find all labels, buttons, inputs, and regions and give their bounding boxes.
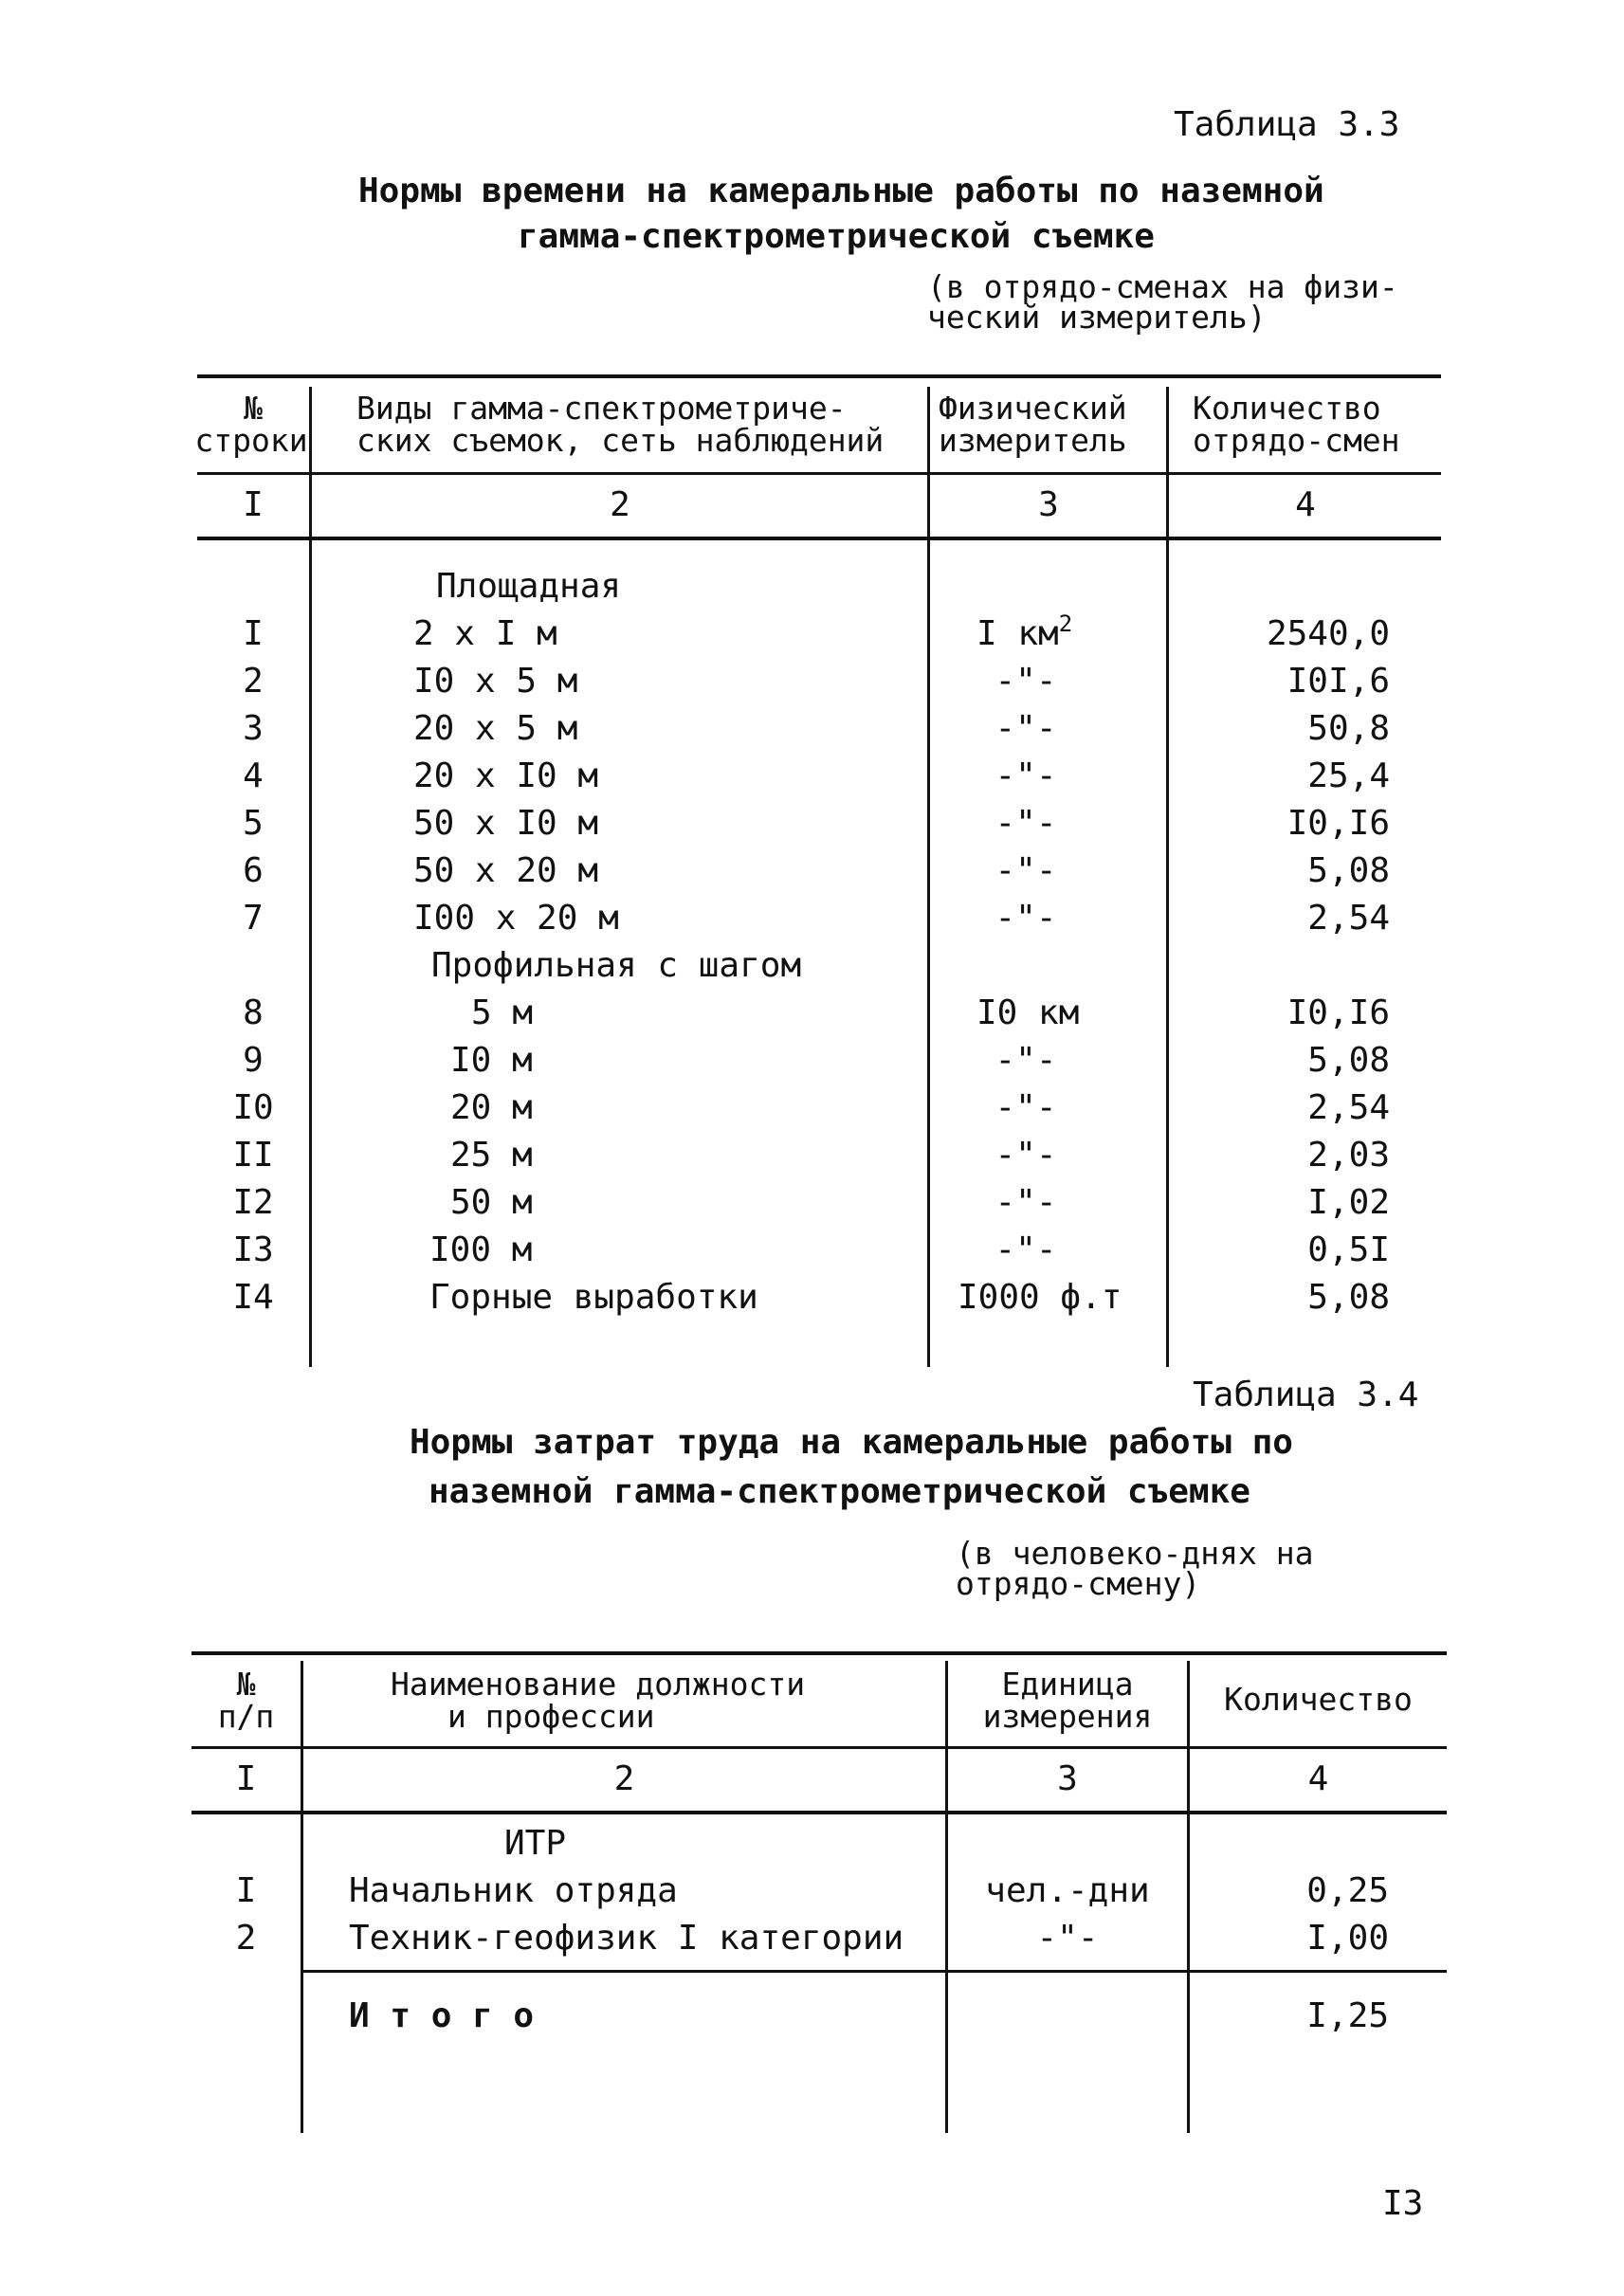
table-3-3-header-type-line2: ских съемок, сеть наблюдений (356, 422, 885, 459)
row-qty: I0,I6 (1286, 804, 1390, 843)
row-unit: -"- (994, 1183, 1057, 1222)
row-survey: Горные выработки (429, 1278, 758, 1317)
row-survey: I00 м (429, 1230, 533, 1269)
table-3-3-section-profile: Профильная с шагом (431, 946, 802, 985)
page-number: I3 (1382, 2184, 1424, 2223)
table-3-3-header-unit-line1: Физический (939, 390, 1127, 427)
row-survey: 50 м (450, 1183, 533, 1222)
table-3-3-col-divider-2 (927, 387, 930, 1367)
row-survey: 5 м (471, 993, 534, 1032)
table-3-3-header-num-line1: № (244, 390, 263, 427)
table-3-4-top-rule (192, 1651, 1447, 1655)
row-unit: -"- (994, 1230, 1057, 1269)
row-qty: 2540,0 (1266, 614, 1390, 653)
table-3-3-units-line2: ческий измеритель) (927, 299, 1267, 336)
table-3-4-colnum-4: 4 (1307, 1759, 1329, 1798)
row-survey: 20 x 5 м (413, 709, 578, 748)
table-3-4-header-num-line1: № (236, 1666, 256, 1703)
row-number: I0 (232, 1088, 274, 1127)
row-number: 4 (243, 756, 264, 795)
table-3-4-total-rule (303, 1970, 1447, 1973)
table-3-4-header-num-line2: п/п (217, 1698, 275, 1735)
row-qty: 0,5I (1307, 1230, 1390, 1269)
row-survey: 20 x I0 м (413, 756, 599, 795)
row-survey: 20 м (450, 1088, 533, 1127)
row-number: 2 (235, 1919, 257, 1958)
row-number: I (243, 614, 264, 653)
row-number: 6 (243, 851, 264, 890)
table-3-3-header-qty-line2: отрядо-смен (1193, 422, 1400, 459)
table-3-3-label: Таблица 3.3 (1174, 105, 1400, 144)
table-3-3-section-area: Площадная (436, 567, 622, 606)
row-survey: I0 м (450, 1041, 533, 1080)
row-number: I (235, 1871, 257, 1910)
table-3-3-colnum-2: 2 (610, 485, 630, 524)
table-3-4-header-unit-line1: Единица (1001, 1666, 1134, 1703)
table-3-4-colnum-1: I (235, 1759, 257, 1798)
table-3-3-col-divider-3 (1166, 387, 1169, 1367)
table-3-3-colnum-4: 4 (1295, 485, 1316, 524)
row-qty: I0,I6 (1286, 993, 1390, 1032)
row-unit: -"- (994, 662, 1057, 701)
table-3-4-label: Таблица 3.4 (1193, 1376, 1419, 1414)
row-unit: -"- (994, 804, 1057, 843)
table-3-4-header-name-line1: Наименование должности (391, 1666, 806, 1703)
table-3-4-colnum-3: 3 (1057, 1759, 1078, 1798)
row-survey: 50 x I0 м (413, 804, 599, 843)
table-3-3-title-line2: гамма-спектрометрической съемке (518, 217, 1155, 256)
row-survey: 2 x I м (413, 614, 557, 653)
table-3-3-colnum-3: 3 (1038, 485, 1059, 524)
table-3-3-col-divider-1 (309, 387, 312, 1367)
table-3-4-col-divider-1 (301, 1661, 303, 2133)
row-number: I4 (232, 1278, 274, 1317)
row-number: 2 (243, 662, 264, 701)
row-position: Начальник отряда (349, 1871, 678, 1910)
row-survey: I00 x 20 м (413, 899, 619, 938)
table-3-4-title-line1: Нормы затрат труда на камеральные работы по (410, 1423, 1293, 1462)
row-qty: I,00 (1306, 1919, 1389, 1958)
table-3-4-header-qty: Количество (1224, 1681, 1413, 1718)
row-qty: 2,54 (1307, 1088, 1390, 1127)
table-3-3-colnum-1: I (243, 485, 264, 524)
row-number: I3 (232, 1230, 274, 1269)
table-3-3-header-num-line2: строки (194, 422, 308, 459)
row-unit: I000 ф.т (958, 1278, 1122, 1317)
row-unit: -"- (994, 899, 1057, 938)
table-3-3-top-rule (197, 374, 1441, 378)
table-3-3-units-line1: (в отрядо-сменах на физи- (927, 268, 1398, 305)
table-3-4-header-unit-line2: измерения (982, 1698, 1153, 1735)
row-qty: 50,8 (1307, 709, 1390, 748)
row-qty: I,02 (1307, 1183, 1390, 1222)
row-survey: 50 x 20 м (413, 851, 599, 890)
row-unit: чел.-дни (985, 1871, 1150, 1910)
row-unit: I0 км (976, 993, 1080, 1032)
table-3-4-units-line2: отрядо-смену) (956, 1565, 1201, 1602)
total-qty: I,25 (1306, 1996, 1389, 2035)
row-qty: 2,03 (1307, 1136, 1390, 1175)
table-3-4-title-line2: наземной гамма-спектрометрической съемке (429, 1472, 1250, 1511)
row-qty: 25,4 (1307, 756, 1390, 795)
row-qty: I0I,6 (1286, 662, 1390, 701)
table-3-4-section-itr: ИТР (504, 1824, 567, 1863)
row-number: 9 (243, 1041, 264, 1080)
table-3-3-numbers-rule (197, 537, 1441, 540)
row-qty: 5,08 (1307, 851, 1390, 890)
table-3-3-header-rule (197, 472, 1441, 475)
table-3-3-header-type-line1: Виды гамма-спектрометриче- (356, 390, 847, 427)
table-3-4-units-line1: (в человеко-днях на (956, 1535, 1314, 1572)
row-unit: -"- (994, 1088, 1057, 1127)
table-3-3-header-unit-line2: измеритель (939, 422, 1127, 459)
table-3-4-numbers-rule (192, 1811, 1447, 1814)
table-3-4-header-rule (192, 1746, 1447, 1749)
row-unit: -"- (994, 756, 1057, 795)
row-number: 3 (243, 709, 264, 748)
row-number: I2 (232, 1183, 274, 1222)
row-unit: -"- (994, 1041, 1057, 1080)
row-number: II (232, 1136, 274, 1175)
table-3-4-header-name-line2: и профессии (447, 1698, 655, 1735)
total-label: И т о г о (349, 1996, 535, 2035)
row-unit: -"- (994, 1136, 1057, 1175)
row-qty: 2,54 (1307, 899, 1390, 938)
row-qty: 0,25 (1306, 1871, 1389, 1910)
row-unit: -"- (994, 709, 1057, 748)
row-position: Техник-геофизик I категории (349, 1919, 904, 1958)
row-qty: 5,08 (1307, 1278, 1390, 1317)
row-unit: -"- (1036, 1919, 1099, 1958)
row-survey: I0 x 5 м (413, 662, 578, 701)
row-qty: 5,08 (1307, 1041, 1390, 1080)
row-unit: I $км^2$ (976, 610, 1073, 653)
row-survey: 25 м (450, 1136, 533, 1175)
table-3-3-header-qty-line1: Количество (1193, 390, 1381, 427)
row-unit: -"- (994, 851, 1057, 890)
row-number: 5 (243, 804, 264, 843)
row-number: 7 (243, 899, 264, 938)
table-3-3-title-line1: Нормы времени на камеральные работы по наземной (358, 172, 1324, 210)
row-number: 8 (243, 993, 264, 1032)
table-3-4-colnum-2: 2 (613, 1759, 635, 1798)
